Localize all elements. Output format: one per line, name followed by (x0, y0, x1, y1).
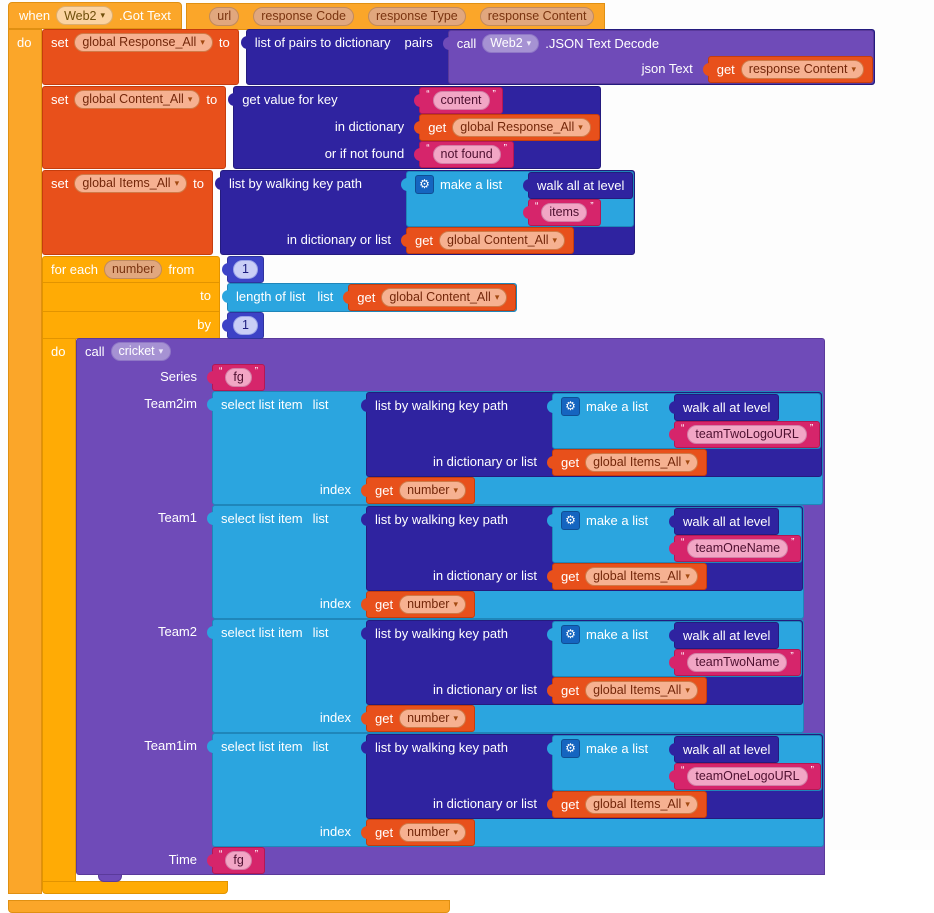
variable-dropdown[interactable] (585, 567, 698, 586)
number-block[interactable] (227, 312, 264, 339)
variable-name: global Content_All (82, 92, 184, 106)
block-label: walk all at level (536, 177, 625, 193)
get-items-all-block[interactable] (552, 791, 707, 818)
mutator-gear-icon[interactable]: ⚙ (561, 739, 580, 758)
block-label: make a list (439, 176, 503, 192)
variable-dropdown[interactable] (585, 453, 698, 472)
chevron-down-icon: ▾ (453, 598, 458, 609)
block-label: select list item (221, 510, 303, 526)
mutator-gear-icon[interactable]: ⚙ (415, 175, 434, 194)
get-number-block[interactable] (366, 591, 475, 618)
get-items-all-block[interactable] (552, 563, 707, 590)
variable-name: global Response_All (460, 120, 575, 134)
variable-name: global Items_All (82, 176, 171, 190)
get-number-block[interactable] (366, 477, 475, 504)
chevron-down-icon: ▾ (453, 712, 458, 723)
close-quote: ” (254, 848, 259, 860)
block-label: length of list (236, 288, 306, 304)
close-quote: ” (503, 142, 508, 154)
by-keyword: by (197, 316, 211, 332)
to-keyword: to (193, 175, 204, 191)
arg-label: list (312, 396, 329, 412)
text-field[interactable]: not found (433, 145, 501, 164)
block-label: make a list (586, 512, 649, 528)
list-by-walking-block[interactable] (366, 392, 822, 477)
arg-row-team2im (77, 391, 824, 505)
get-keyword: get (716, 61, 735, 77)
length-of-list-block[interactable] (227, 283, 517, 312)
text-field[interactable]: fg (225, 851, 251, 870)
set-variable-block[interactable] (42, 86, 226, 169)
call-keyword: call (456, 35, 477, 51)
block-label: list by walking key path (228, 175, 362, 191)
json-text-arg-label: json Text (641, 60, 693, 76)
component-name: Web2 (490, 36, 523, 50)
chevron-down-icon: ▾ (851, 63, 857, 74)
json-text-decode-call-block[interactable] (448, 30, 874, 84)
do-slot-label: do (42, 338, 76, 882)
arg-label-time: Time (168, 851, 197, 867)
open-quote: “ (426, 142, 430, 154)
variable-dropdown[interactable] (452, 118, 591, 137)
get-keyword: get (561, 682, 580, 698)
variable-dropdown[interactable] (585, 681, 698, 700)
do-slot-label: do (8, 29, 42, 894)
block-label: make a list (586, 740, 649, 756)
arg-label: Team2 (157, 623, 197, 639)
get-content-all-block[interactable] (406, 227, 574, 254)
variable-name: number (407, 825, 450, 839)
walk-all-at-level-block[interactable] (674, 622, 779, 649)
open-quote: “ (681, 536, 685, 548)
text-string-block[interactable] (674, 763, 821, 790)
block-label: walk all at level (683, 741, 771, 757)
text-string-block[interactable] (674, 649, 801, 676)
text-string-block[interactable] (674, 535, 801, 562)
set-items-all-statement[interactable] (42, 170, 635, 255)
chevron-down-icon: ▾ (685, 798, 690, 809)
when-got-text-block[interactable] (8, 2, 875, 913)
mutator-gear-icon[interactable]: ⚙ (561, 397, 580, 416)
block-label: select list item (221, 624, 303, 640)
get-items-all-block[interactable] (552, 449, 707, 476)
open-quote: “ (681, 764, 685, 776)
open-quote: “ (534, 200, 539, 212)
open-quote: “ (681, 650, 685, 662)
chevron-down-icon: ▾ (174, 177, 180, 188)
when-bottom-bar (8, 900, 450, 913)
variable-name: number (407, 711, 450, 725)
close-quote: ” (809, 422, 814, 434)
close-quote: ” (791, 536, 795, 548)
block-label: walk all at level (683, 399, 771, 415)
param-url[interactable]: url (209, 7, 239, 26)
set-keyword: set (51, 175, 69, 191)
get-keyword: get (561, 568, 580, 584)
text-string-block[interactable] (419, 141, 514, 168)
set-content-all-statement[interactable] (42, 86, 601, 169)
event-header[interactable] (8, 2, 182, 29)
open-quote: “ (426, 88, 430, 100)
walk-all-at-level-block[interactable] (528, 172, 633, 199)
event-params-row (186, 3, 605, 30)
number-block[interactable] (227, 256, 264, 283)
text-field[interactable]: items (541, 203, 587, 222)
get-keyword: get (375, 710, 394, 726)
text-string-block[interactable] (212, 364, 265, 391)
text-field[interactable]: fg (225, 368, 251, 387)
block-label: list of pairs to dictionary (254, 34, 391, 50)
variable-dropdown[interactable] (74, 174, 187, 193)
variable-dropdown[interactable] (399, 823, 466, 842)
variable-dropdown[interactable] (585, 795, 698, 814)
select-list-item-block[interactable] (212, 391, 823, 505)
make-a-list-block[interactable] (406, 171, 634, 227)
get-number-block[interactable] (366, 705, 475, 732)
chevron-down-icon: ▾ (100, 10, 106, 20)
chevron-down-icon: ▾ (453, 826, 458, 837)
text-string-block[interactable] (419, 87, 503, 114)
select-list-item-block[interactable] (212, 619, 804, 733)
not-found-label: or if not found (324, 145, 405, 161)
arg-label: list (312, 738, 329, 754)
in-dict-or-list-label: in dictionary or list (432, 453, 537, 469)
get-response-all-block[interactable] (419, 114, 600, 141)
arg-label: Team1 (157, 509, 197, 525)
list-by-walking-block[interactable] (366, 506, 803, 591)
in-dictionary-label: in dictionary (334, 118, 405, 134)
select-list-item-block[interactable] (212, 505, 804, 619)
arg-label: list (317, 288, 334, 304)
text-string-block[interactable] (212, 847, 265, 874)
text-field[interactable]: teamOneLogoURL (687, 767, 807, 786)
variable-dropdown[interactable] (399, 595, 466, 614)
component-dropdown[interactable] (482, 34, 539, 53)
list-by-walking-block[interactable] (366, 620, 803, 705)
set-keyword: set (51, 34, 69, 50)
variable-name: number (407, 483, 450, 497)
arg-row-team1im (77, 733, 824, 847)
make-a-list-block[interactable] (552, 735, 822, 791)
open-quote: “ (681, 422, 685, 434)
open-quote: “ (219, 365, 223, 377)
for-each-keyword: for each (51, 261, 98, 277)
chevron-down-icon: ▾ (158, 345, 164, 356)
block-label: select list item (221, 738, 303, 754)
chevron-down-icon: ▾ (685, 570, 690, 581)
method-name: .JSON Text Decode (545, 35, 660, 51)
list-by-walking-block[interactable] (220, 170, 635, 255)
block-label: walk all at level (683, 627, 771, 643)
chevron-down-icon: ▾ (453, 484, 458, 495)
list-by-walking-block[interactable] (366, 734, 823, 819)
get-keyword: get (375, 482, 394, 498)
get-keyword: get (375, 824, 394, 840)
chevron-down-icon: ▾ (685, 684, 690, 695)
text-string-block[interactable] (674, 421, 820, 448)
mutator-gear-icon[interactable]: ⚙ (561, 511, 580, 530)
index-label: index (319, 709, 351, 725)
block-label: list by walking key path (375, 511, 508, 527)
chevron-down-icon: ▾ (552, 234, 558, 245)
arg-label: Team2im (144, 395, 197, 411)
index-label: index (319, 823, 351, 839)
component-name: Web2 (64, 8, 97, 23)
to-keyword: to (206, 91, 218, 107)
call-cricket-block[interactable] (76, 338, 825, 882)
for-each-bottom-bar (42, 881, 228, 894)
variable-name: global Items_All (593, 455, 682, 469)
in-dict-or-list-label: in dictionary or list (432, 567, 537, 583)
get-number-block[interactable] (366, 819, 475, 846)
text-field[interactable]: teamTwoLogoURL (687, 425, 807, 444)
select-list-item-block[interactable] (212, 733, 824, 847)
variable-name: response Content (748, 62, 848, 76)
param-response-content[interactable]: response Content (480, 7, 595, 26)
chevron-down-icon: ▾ (526, 37, 532, 48)
arg-label: list (312, 510, 329, 526)
arg-label-series: Series (160, 368, 197, 384)
variable-name: global Content_All (389, 290, 491, 304)
chevron-down-icon: ▾ (685, 456, 690, 467)
number-field[interactable]: 1 (233, 260, 258, 279)
variable-name: number (407, 597, 450, 611)
block-bottom-nub (98, 875, 122, 882)
get-value-for-key-block[interactable] (233, 86, 601, 169)
get-keyword: get (428, 119, 447, 135)
set-variable-block[interactable] (42, 170, 213, 255)
chevron-down-icon: ▾ (578, 121, 583, 132)
get-keyword: get (357, 289, 376, 305)
get-content-all-block[interactable] (348, 284, 516, 311)
chevron-down-icon: ▾ (200, 36, 205, 47)
close-quote: ” (790, 650, 794, 662)
arg-row-team1 (77, 505, 824, 619)
variable-name: global Items_All (593, 569, 682, 583)
text-field[interactable]: teamTwoName (687, 653, 787, 672)
call-keyword: call (85, 343, 105, 359)
get-response-content-block[interactable] (708, 56, 873, 83)
close-quote: ” (254, 365, 259, 377)
variable-name: global Content_All (447, 233, 549, 247)
block-label: list by walking key path (375, 739, 508, 755)
text-field[interactable]: teamOneName (687, 539, 788, 558)
block-label: walk all at level (683, 513, 771, 529)
to-keyword: to (218, 34, 230, 50)
in-dict-or-list-label: in dictionary or list (432, 681, 537, 697)
arg-label: pairs (404, 34, 433, 50)
variable-name: global Items_All (593, 683, 682, 697)
when-keyword: when (19, 8, 51, 23)
variable-dropdown[interactable] (741, 60, 864, 79)
param-response-code[interactable]: response Code (253, 7, 354, 26)
variable-dropdown[interactable] (399, 709, 466, 728)
variable-name: global Items_All (593, 797, 682, 811)
variable-dropdown[interactable] (74, 90, 200, 109)
number-field[interactable]: 1 (233, 316, 258, 335)
text-string-block[interactable] (528, 199, 601, 226)
chevron-down-icon: ▾ (494, 291, 500, 302)
index-label: index (319, 595, 351, 611)
in-dict-or-list-label: in dictionary or list (432, 795, 537, 811)
variable-dropdown[interactable] (74, 33, 213, 52)
variable-dropdown[interactable] (439, 231, 565, 250)
make-a-list-block[interactable] (552, 507, 802, 563)
block-label: get value for key (242, 91, 338, 107)
event-name: .Got Text (119, 8, 171, 23)
make-a-list-block[interactable] (552, 393, 821, 449)
get-keyword: get (414, 232, 434, 248)
close-quote: ” (590, 200, 594, 212)
for-each-block[interactable] (42, 256, 825, 894)
variable-dropdown[interactable] (399, 481, 466, 500)
component-dropdown[interactable] (56, 6, 113, 25)
block-label: list by walking key path (375, 397, 508, 413)
block-label: list by walking key path (375, 625, 508, 641)
block-label: make a list (586, 398, 649, 414)
block-label: select list item (221, 396, 303, 412)
open-quote: “ (219, 848, 223, 860)
block-label: make a list (586, 626, 649, 642)
get-keyword: get (561, 796, 580, 812)
get-items-all-block[interactable] (552, 677, 707, 704)
to-keyword: to (200, 287, 211, 303)
variable-name: global Response_All (82, 35, 197, 49)
text-field[interactable]: content (433, 91, 490, 110)
mutator-gear-icon[interactable]: ⚙ (561, 625, 580, 644)
get-keyword: get (375, 596, 394, 612)
procedure-name: cricket (118, 344, 155, 358)
close-quote: ” (492, 88, 496, 100)
procedure-dropdown[interactable] (111, 342, 172, 361)
index-label: index (319, 481, 351, 497)
walk-all-at-level-block[interactable] (674, 394, 779, 421)
arg-row-team2 (77, 619, 824, 733)
variable-dropdown[interactable] (381, 288, 507, 307)
list-of-pairs-to-dictionary-block[interactable] (246, 29, 875, 85)
loop-variable-field[interactable]: number (104, 260, 162, 279)
make-a-list-block[interactable] (552, 621, 802, 677)
chevron-down-icon: ▾ (187, 93, 193, 104)
set-variable-block[interactable] (42, 29, 239, 85)
get-keyword: get (561, 454, 580, 470)
close-quote: ” (810, 764, 814, 776)
param-response-type[interactable]: response Type (368, 7, 466, 26)
set-response-all-statement[interactable] (42, 29, 875, 85)
from-keyword: from (168, 261, 195, 277)
walk-all-at-level-block[interactable] (674, 736, 779, 763)
in-dict-or-list-label: in dictionary or list (286, 231, 391, 247)
set-keyword: set (51, 91, 69, 107)
arg-label: list (312, 624, 329, 640)
arg-label: Team1im (144, 737, 197, 753)
walk-all-at-level-block[interactable] (674, 508, 779, 535)
